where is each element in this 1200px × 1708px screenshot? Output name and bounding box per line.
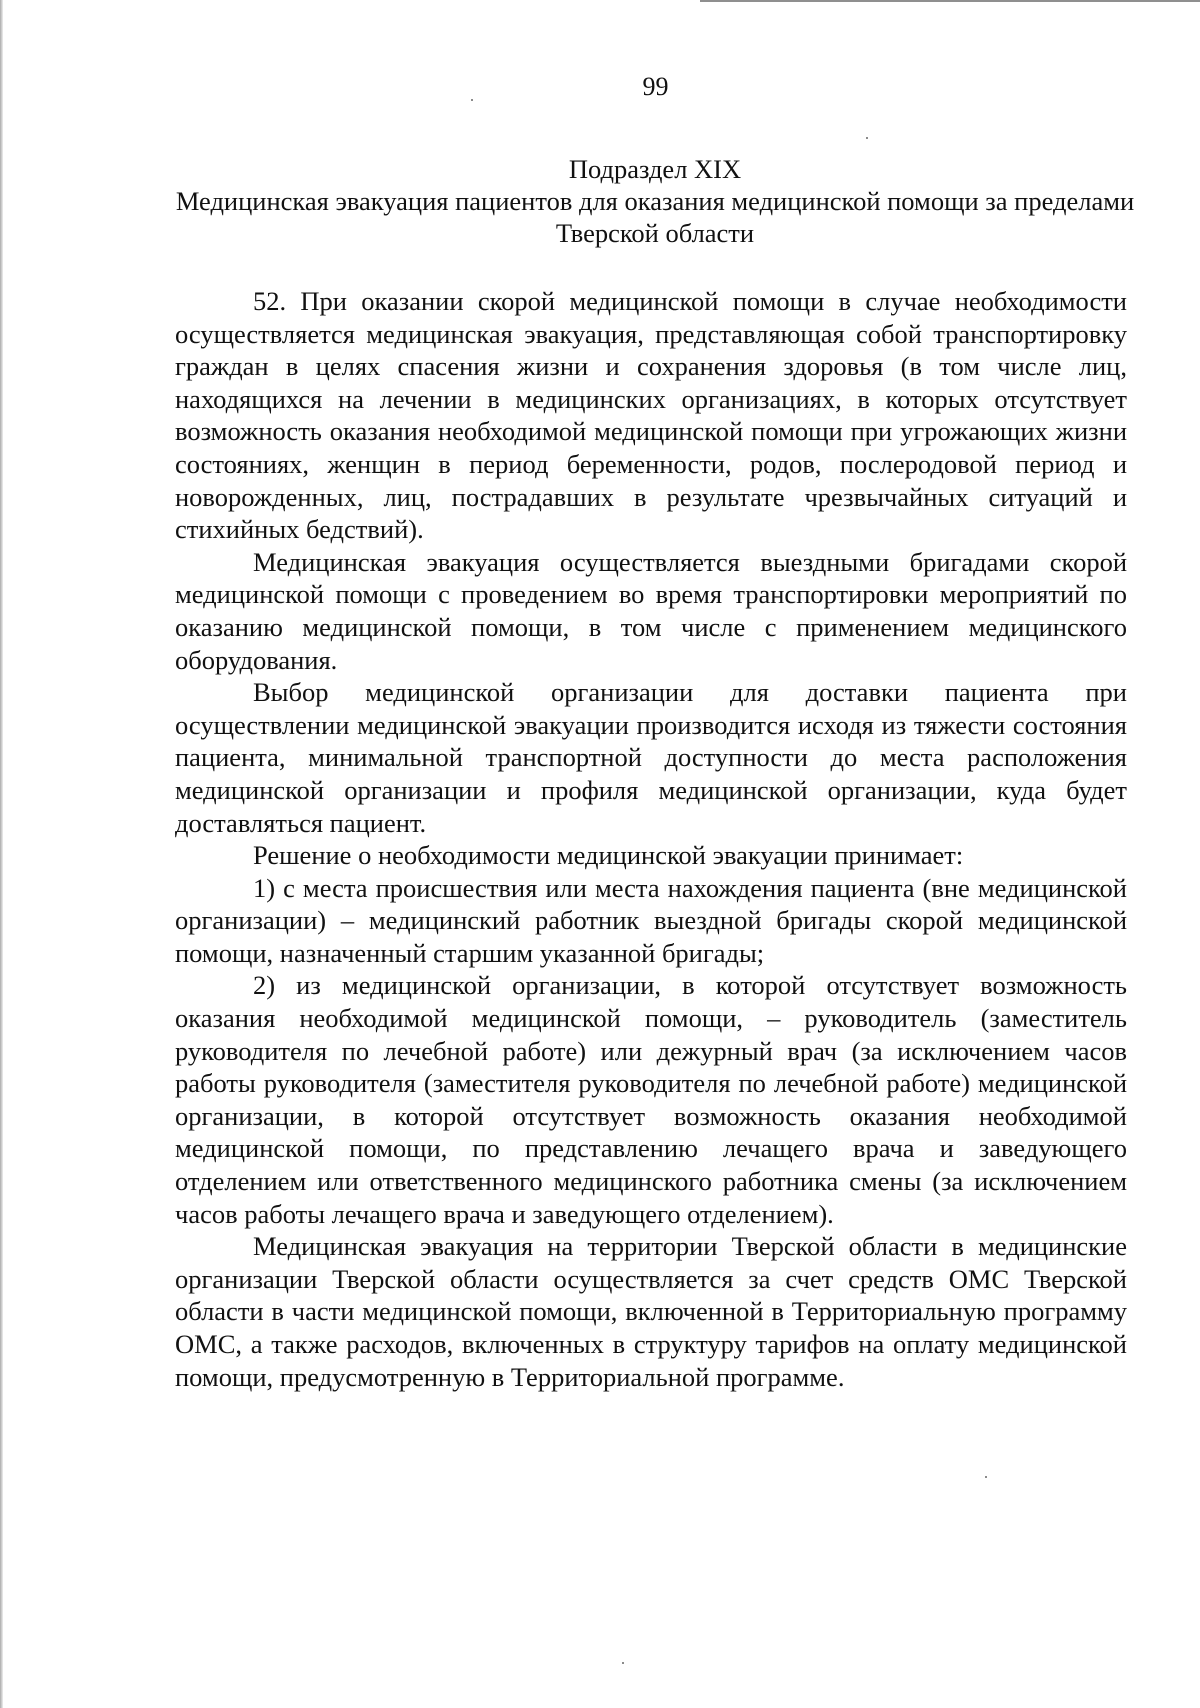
paragraph-item-1: 1) с места происшествия или места нахождения пациента (вне медицинской организации) – медицинский работник выездной бригады скорой медицинской помощи, назначенный старшим указанной бригады; [175,872,1127,968]
paragraph-decision: Решение о необходимости медицинской эвакуации принимает: [253,840,964,871]
paragraph-brigades: Медицинская эвакуация осуществляется выездными бригадами скорой медицинской помощи с проведением во время транспортировки мероприятий по оказанию медицинской помощи, в том числе с применением медицинского оборудования. [175,546,1127,675]
scan-speck [622,1662,624,1664]
page-number: 99 [642,72,669,101]
scan-speck [866,137,868,139]
body-text [175,285,1127,1393]
paragraph-item-2: 2) из медицинской организации, в которой отсутствует возможность оказания необходимой медицинской помощи, – руководитель (заместитель руководителя по лечебной работе) или дежурный врач (за исключением часов работы руководителя (заместителя руководителя по лечебной работе) медицинской организации, в которой отсутствует возможность оказания необходимой медицинской помощи, по представлению лечащего врача и заведующего отделением или ответственного медицинского работника смены (за исключением часов работы лечащего врача и заведующего отделением). [175,970,1127,1229]
scan-edge-left [0,0,3,1708]
subsection-label: Подраздел XIX [568,154,742,184]
section-heading [170,153,1140,249]
section-title: Медицинская эвакуация пациентов для оказания медицинской помощи за пределами Тверской области [175,186,1135,248]
scan-edge-top [700,0,1200,2]
paragraph-funding: Медицинская эвакуация на территории Тверской области в медицинские организации Тверской области осуществляется за счет средств ОМС Тверской области в части медицинской помощи, включенной в Территориальную программу ОМС, а также расходов, включенных в структуру тарифов на оплату медицинской помощи, предусмотренную в Территориальной программе. [175,1231,1127,1392]
scan-speck [471,99,473,101]
scan-speck [985,1476,987,1478]
paragraph-choice: Выбор медицинской организации для доставки пациента при осуществлении медицинской эвакуации производится исходя из тяжести состояния пациента, минимальной транспортной доступности до места расположения медицинской организации и профиля медицинской организации, куда будет доставляться пациент. [175,677,1127,838]
paragraph-52: 52. При оказании скорой медицинской помощи в случае необходимости осуществляется медицинская эвакуация, представляющая собой транспортировку граждан в целях спасения жизни и сохранения здоровья (в том числе лиц, находящихся на лечении в медицинских организациях, в которых отсутствует возможность оказания необходимой медицинской помощи при угрожающих жизни состояниях, женщин в период беременности, родов, послеродовой период и новорожденных, лиц, пострадавших в результате чрезвычайных ситуаций и стихийных бедствий). [175,286,1127,545]
